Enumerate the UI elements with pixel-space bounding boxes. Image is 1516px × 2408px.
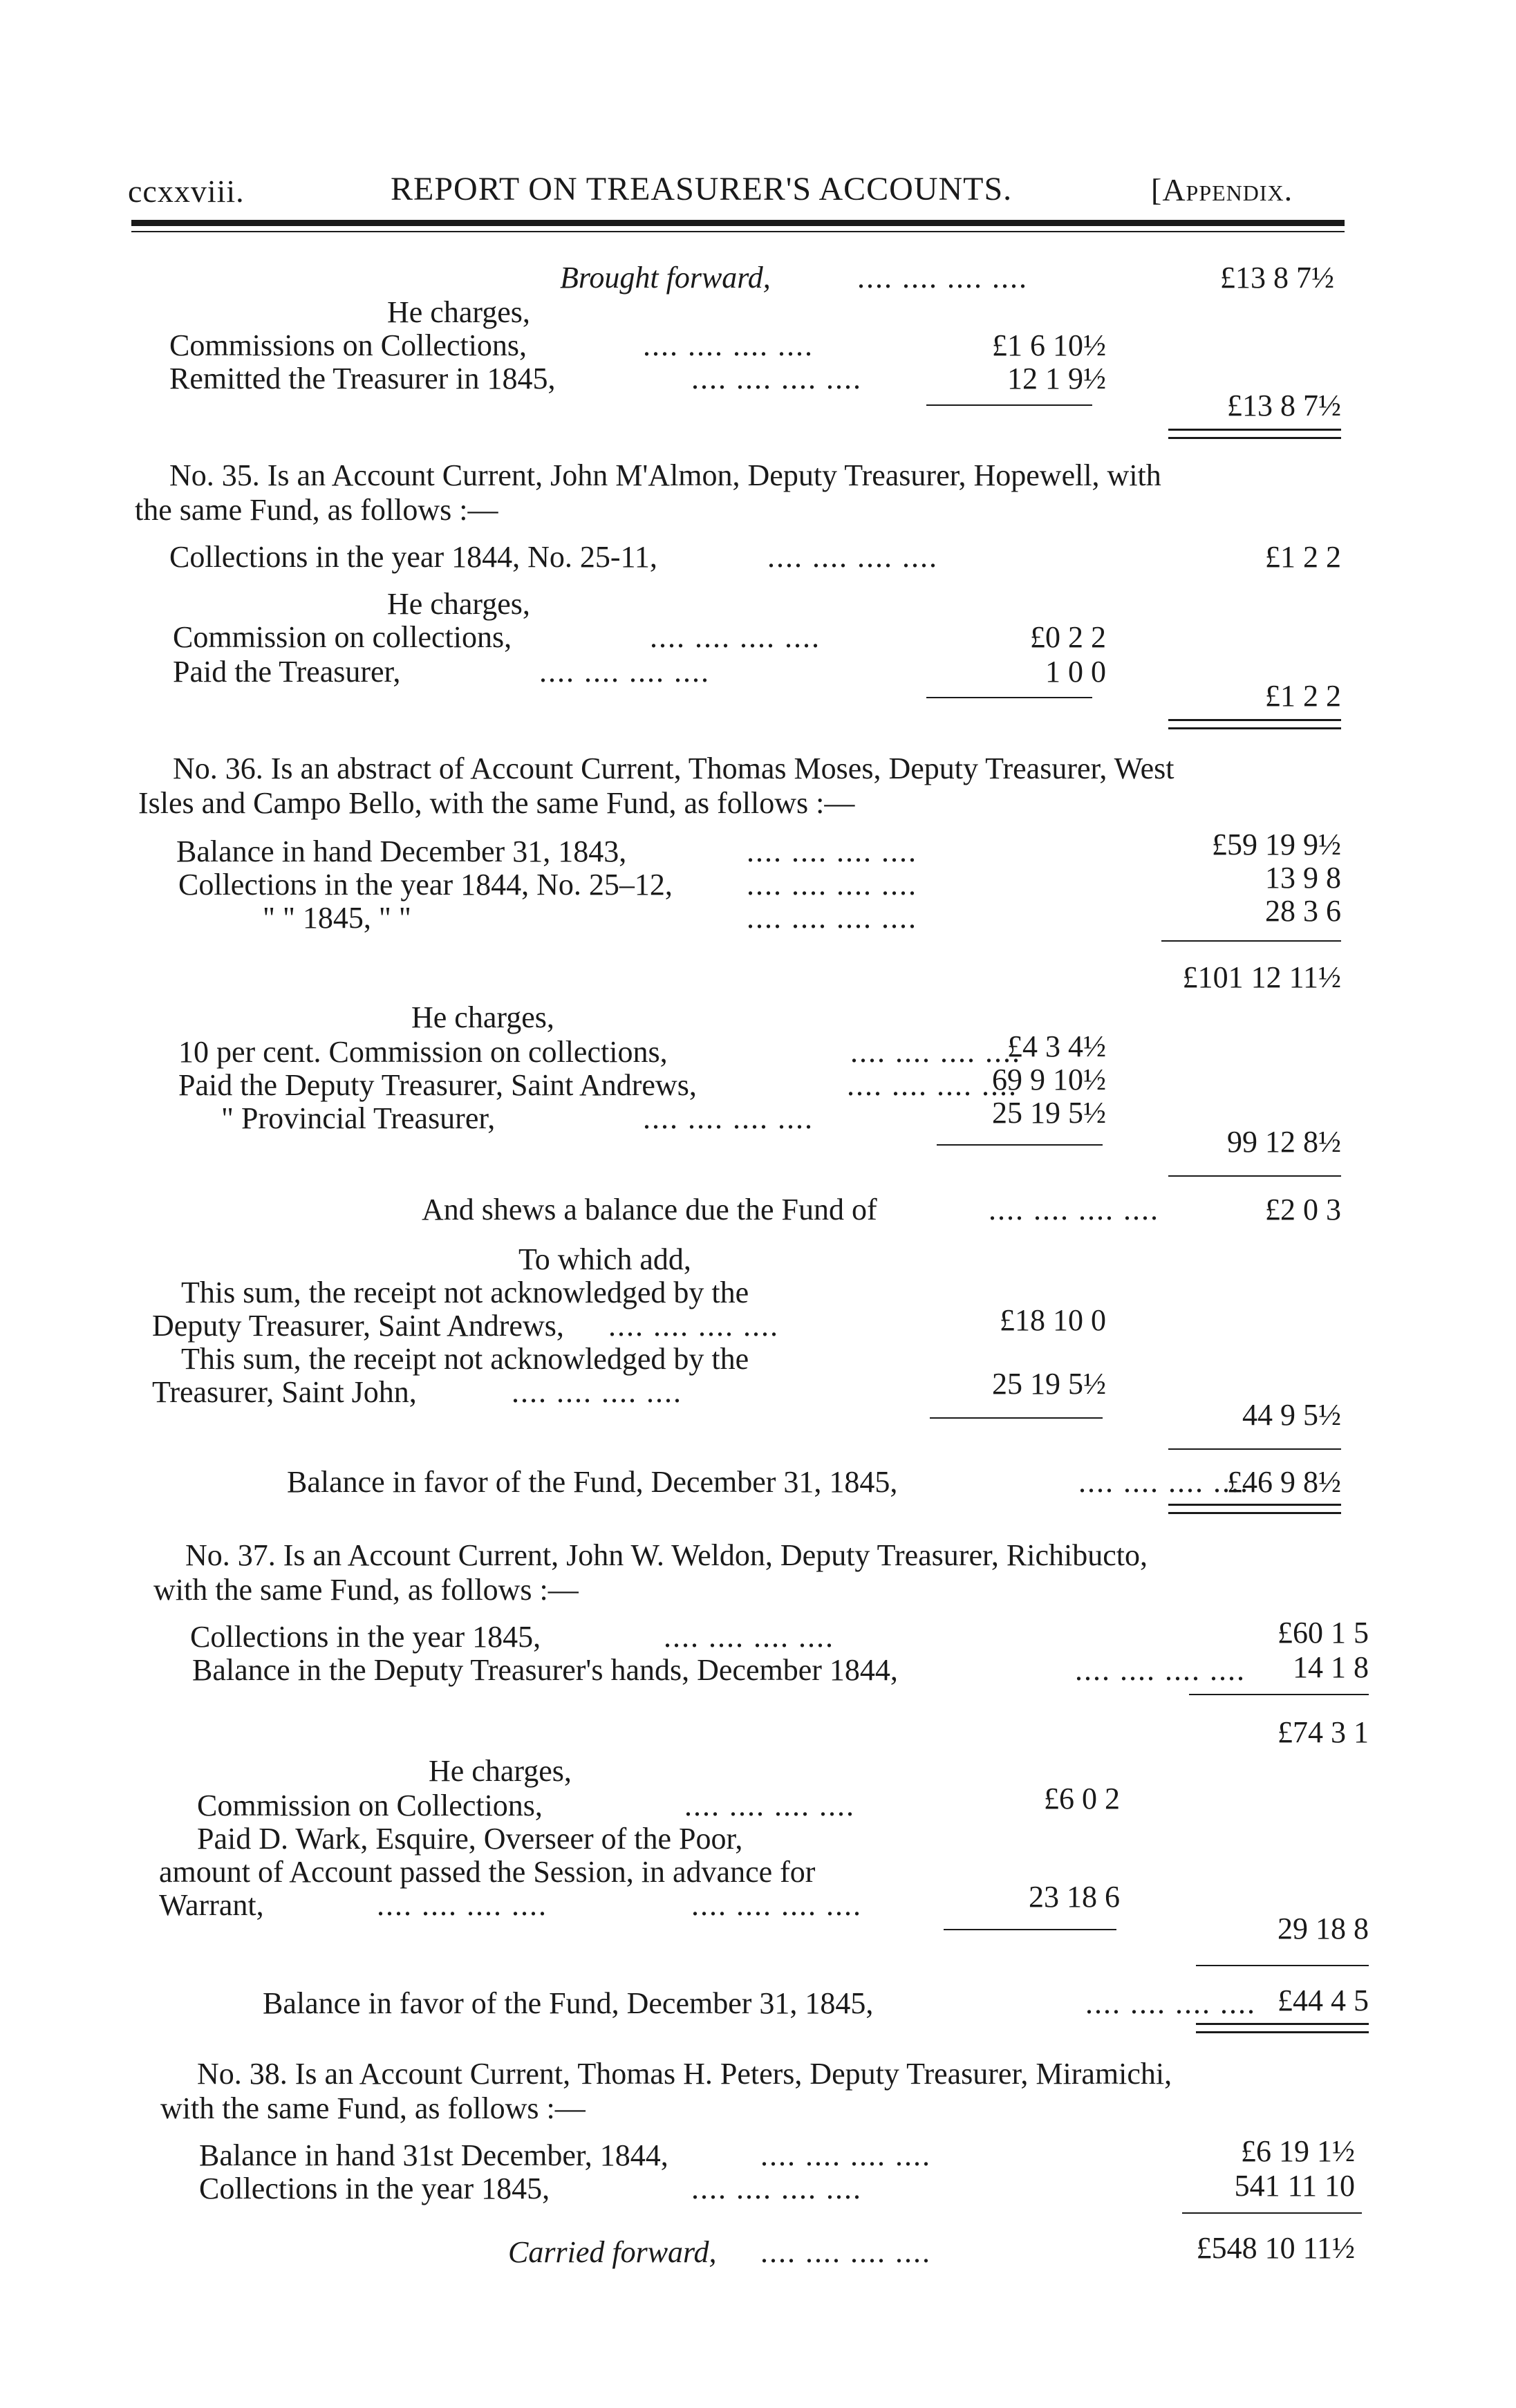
leader-dots: .... .... .... .... [691, 362, 862, 395]
no36-sum1-line2: Deputy Treasurer, Saint Andrews, [152, 1309, 564, 1343]
no35-paid-amount: 1 0 0 [1045, 655, 1106, 689]
to-which-add-label: To which add, [518, 1242, 691, 1276]
leader-dots: .... .... .... .... [857, 261, 1028, 295]
no36-prov-amount: 25 19 5½ [992, 1096, 1106, 1130]
subtotal-rule [1189, 1694, 1369, 1695]
no36-subtotal: £101 12 11½ [1182, 960, 1341, 994]
leader-dots: .... .... .... .... [989, 1193, 1159, 1226]
total-rule [1168, 1512, 1341, 1514]
brought-forward-amount: £13 8 7½ [1220, 261, 1334, 295]
leader-dots: .... .... .... .... [608, 1309, 779, 1343]
leader-dots: .... .... .... .... [850, 1035, 1021, 1069]
no36-prov-label: " Provincial Treasurer, [221, 1101, 496, 1135]
header-rule-thin [131, 231, 1345, 232]
no37-paid-line1: Paid D. Wark, Esquire, Overseer of the Poor, [197, 1822, 743, 1856]
no35-intro-line1: No. 35. Is an Account Current, John M'Almon, Deputy Treasurer, Hopewell, with [169, 458, 1161, 492]
no36-pct-amount: £4 3 4½ [1007, 1029, 1106, 1063]
leader-dots: .... .... .... .... [1085, 1986, 1256, 2020]
no36-coll1845-label: " " 1845, " " [263, 901, 411, 935]
no36-sum1-line1: This sum, the receipt not acknowledged by the [181, 1276, 749, 1309]
leader-dots: .... .... .... .... [684, 1789, 855, 1822]
no36-shews-amount: £2 0 3 [1265, 1193, 1341, 1226]
no37-paid-line2: amount of Account passed the Session, in advance for [159, 1855, 816, 1889]
brought-forward-label: Brought forward, [560, 261, 771, 295]
no36-intro-line1: No. 36. Is an abstract of Account Current, Thomas Moses, Deputy Treasurer, West [173, 752, 1175, 785]
no37-intro-line1: No. 37. Is an Account Current, John W. Weldon, Deputy Treasurer, Richibucto, [185, 1538, 1148, 1572]
no36-coll1845-amount: 28 3 6 [1265, 894, 1341, 928]
subtotal-rule [944, 1929, 1116, 1930]
subtotal-rule [930, 1417, 1103, 1419]
no38-bal-amount: £6 19 1½ [1241, 2134, 1355, 2168]
no37-balance-favor-amount: £44 4 5 [1278, 1984, 1369, 2017]
subtotal-rule [1168, 1175, 1341, 1177]
no38-coll-amount: 541 11 10 [1234, 2169, 1355, 2203]
no36-sum2-amount: 25 19 5½ [992, 1367, 1106, 1401]
no37-comm-amount: £6 0 2 [1044, 1782, 1120, 1816]
leader-dots: .... .... .... .... [664, 1620, 834, 1654]
no36-balance-label: Balance in hand December 31, 1843, [176, 834, 627, 868]
total-rule [1196, 2023, 1369, 2025]
no36-balance-favor-label: Balance in favor of the Fund, December 31, 1845, [287, 1465, 898, 1499]
no36-coll1844-amount: 13 9 8 [1265, 861, 1341, 895]
no36-sum1-amount: £18 10 0 [1000, 1303, 1106, 1337]
header-rule-thick [131, 220, 1345, 226]
leader-dots: .... .... .... .... [847, 1068, 1018, 1102]
no37-bal-label: Balance in the Deputy Treasurer's hands, December 1844, [192, 1653, 898, 1687]
no37-paid-amount: 23 18 6 [1029, 1880, 1120, 1914]
no35-collections-label: Collections in the year 1844, No. 25-11, [169, 540, 657, 574]
no35-commission-label: Commission on collections, [173, 620, 512, 654]
page-number: ccxxviii. [128, 174, 245, 209]
remitted-label: Remitted the Treasurer in 1845, [169, 362, 556, 395]
subtotal-rule [926, 404, 1092, 406]
leader-dots: .... .... .... .... [747, 868, 917, 902]
no36-balance-favor-amount: £46 9 8½ [1227, 1465, 1341, 1499]
commissions-label: Commissions on Collections, [169, 328, 527, 362]
carried-forward-label: Carried forward, [508, 2235, 717, 2269]
no36-pct-label: 10 per cent. Commission on collections, [178, 1035, 668, 1069]
no37-paid-line3: Warrant, [159, 1888, 264, 1922]
leader-dots: .... .... .... .... [643, 328, 814, 362]
no35-intro-line2: the same Fund, as follows :— [135, 493, 498, 527]
block-top-total: £13 8 7½ [1227, 389, 1341, 422]
subtotal-rule [926, 697, 1092, 698]
no37-coll-label: Collections in the year 1845, [190, 1620, 541, 1654]
no37-balance-favor-label: Balance in favor of the Fund, December 31, 1845, [263, 1986, 874, 2020]
section-label: [Appendix. [1151, 172, 1293, 207]
no35-collections-amount: £1 2 2 [1265, 540, 1341, 574]
no38-intro-line1: No. 38. Is an Account Current, Thomas H. Peters, Deputy Treasurer, Miramichi, [197, 2057, 1172, 2091]
no38-intro-line2: with the same Fund, as follows :— [160, 2091, 586, 2125]
no37-intro-line2: with the same Fund, as follows :— [153, 1573, 579, 1607]
leader-dots: .... .... .... .... [767, 540, 938, 574]
no37-comm-label: Commission on Collections, [197, 1789, 543, 1822]
no37-coll-amount: £60 1 5 [1278, 1616, 1369, 1650]
no36-balance-amount: £59 19 9½ [1212, 828, 1341, 861]
commissions-amount: £1 6 10½ [992, 328, 1106, 362]
leader-dots: .... .... .... .... [512, 1375, 682, 1409]
subtotal-rule [1182, 2212, 1362, 2214]
no36-sum2-line1: This sum, the receipt not acknowledged by the [181, 1342, 749, 1376]
total-rule [1168, 437, 1341, 439]
carried-forward-amount: £548 10 11½ [1196, 2231, 1355, 2265]
total-rule [1168, 719, 1341, 721]
no38-coll-label: Collections in the year 1845, [199, 2172, 550, 2205]
total-rule [1168, 727, 1341, 729]
leader-dots: .... .... .... .... [747, 901, 917, 935]
total-rule [1168, 429, 1341, 431]
subtotal-rule [1168, 1448, 1341, 1450]
no37-subtotal: £74 3 1 [1278, 1715, 1369, 1749]
no36-sum2-line2: Treasurer, Saint John, [152, 1375, 417, 1409]
no36-paid-dt-label: Paid the Deputy Treasurer, Saint Andrews, [178, 1068, 697, 1102]
leader-dots: .... .... .... .... [650, 620, 821, 654]
no36-coll1844-label: Collections in the year 1844, No. 25–12, [178, 868, 673, 902]
leader-dots: .... .... .... .... [1075, 1653, 1246, 1687]
leader-dots: .... .... .... .... [760, 2138, 931, 2172]
he-charges-label: He charges, [411, 1000, 554, 1034]
he-charges-label: He charges, [387, 587, 530, 621]
total-rule [1196, 2031, 1369, 2033]
leader-dots: .... .... .... .... [760, 2235, 931, 2269]
subtotal-rule [1196, 1965, 1369, 1966]
he-charges-label: He charges, [429, 1754, 572, 1788]
no38-bal-label: Balance in hand 31st December, 1844, [199, 2138, 668, 2172]
he-charges-label: He charges, [387, 295, 530, 329]
no35-total: £1 2 2 [1265, 679, 1341, 713]
no35-paid-label: Paid the Treasurer, [173, 655, 401, 689]
no36-shews-label: And shews a balance due the Fund of [422, 1193, 877, 1226]
leader-dots: .... .... .... .... [747, 834, 917, 868]
no36-paid-dt-amount: 69 9 10½ [992, 1063, 1106, 1096]
no37-charges-total: 29 18 8 [1278, 1912, 1369, 1945]
subtotal-rule [1161, 940, 1341, 942]
remitted-amount: 12 1 9½ [1007, 362, 1106, 395]
total-rule [1168, 1504, 1341, 1506]
leader-dots: .... .... .... .... [691, 2172, 862, 2205]
no37-bal-amount: 14 1 8 [1293, 1650, 1369, 1684]
no36-add-total: 44 9 5½ [1242, 1398, 1341, 1432]
no35-commission-amount: £0 2 2 [1030, 620, 1106, 654]
leader-dots: .... .... .... .... [1078, 1465, 1249, 1499]
leader-dots: .... .... .... .... [643, 1101, 814, 1135]
leader-dots: .... .... .... .... [691, 1888, 862, 1922]
leader-dots: .... .... .... .... [377, 1888, 548, 1922]
no36-intro-line2: Isles and Campo Bello, with the same Fund, as follows :— [138, 786, 855, 820]
running-title: REPORT ON TREASURER'S ACCOUNTS. [391, 171, 1013, 207]
subtotal-rule [937, 1144, 1103, 1146]
no36-charges-total: 99 12 8½ [1227, 1125, 1341, 1159]
leader-dots: .... .... .... .... [539, 655, 710, 689]
